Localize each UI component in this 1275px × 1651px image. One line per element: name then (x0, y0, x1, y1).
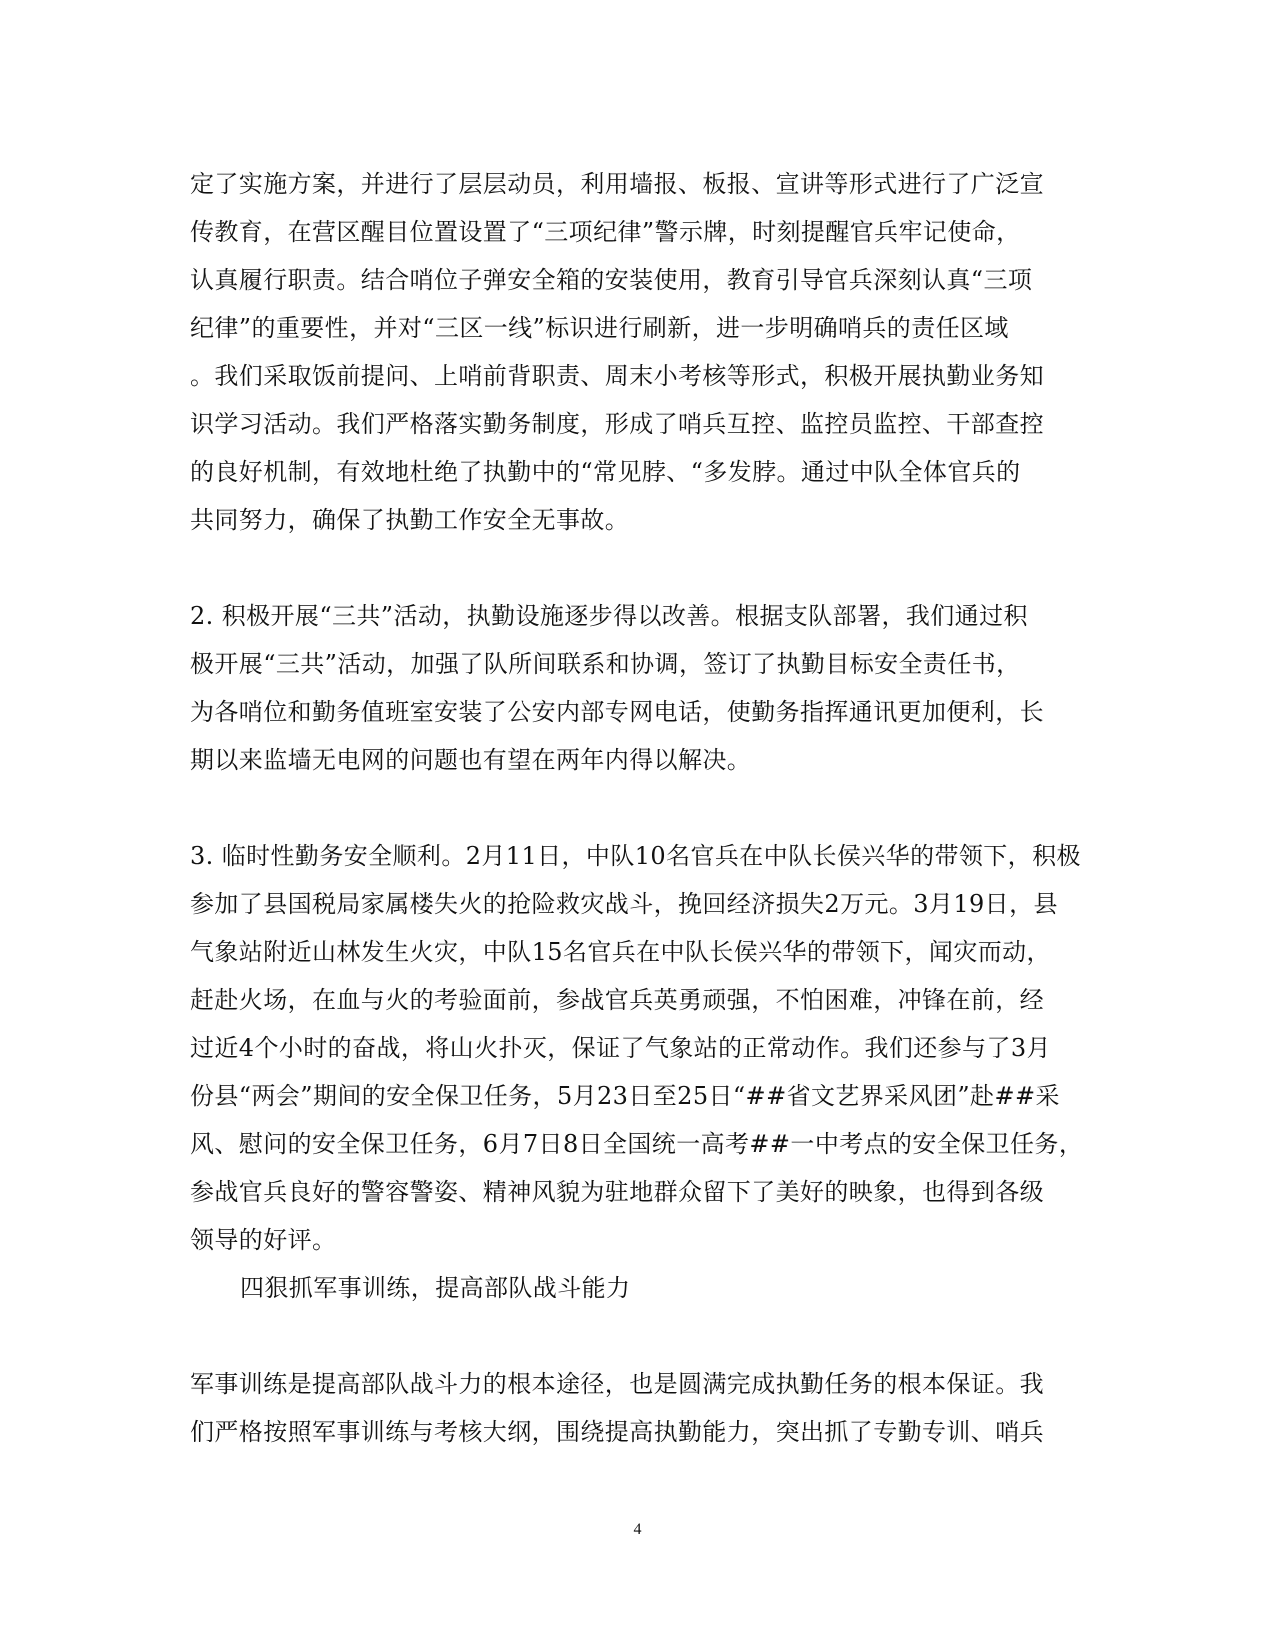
paragraph-gap (190, 544, 1090, 592)
text-line: 2. 积极开展“三共”活动，执勤设施逐步得以改善。根据支队部署，我们通过积 (190, 602, 1028, 630)
text-line: 极开展“三共”活动，加强了队所间联系和协调，签订了执勤目标安全责任书， (190, 650, 1021, 678)
text-line: 的良好机制，有效地杜绝了执勤中的“常见脖、“多发脖。通过中队全体官兵的 (190, 458, 1021, 486)
text-line: 赶赴火场，在血与火的考验面前，参战官兵英勇顽强，不怕困难，冲锋在前，经 (190, 986, 1044, 1014)
text-line: 领导的好评。 (190, 1226, 337, 1254)
text-line: 参加了县国税局家属楼失火的抢险救灾战斗，挽回经济损失2万元。3月19日，县 (190, 890, 1058, 918)
text-line: 份县“两会”期间的安全保卫任务，5月23日至25日“##省文艺界采风团”赴##采 (190, 1082, 1060, 1110)
text-line: 们严格按照军事训练与考核大纲，围绕提高执勤能力，突出抓了专勤专训、哨兵 (190, 1418, 1044, 1446)
document-body (190, 160, 1090, 1456)
text-line: 认真履行职责。结合哨位子弹安全箱的安装使用，教育引导官兵深刻认真“三项 (190, 266, 1033, 294)
text-line: 。我们采取饭前提问、上哨前背职责、周末小考核等形式，积极开展执勤业务知 (190, 362, 1044, 390)
text-line: 为各哨位和勤务值班室安装了公安内部专网电话，使勤务指挥通讯更加便利，长 (190, 698, 1044, 726)
paragraph-gap (190, 784, 1090, 832)
paragraph-gap (190, 1312, 1090, 1360)
text-line: 过近4个小时的奋战，将山火扑灭，保证了气象站的正常动作。我们还参与了3月 (190, 1034, 1051, 1062)
text-line: 气象站附近山林发生火灾，中队15名官兵在中队长侯兴华的带领下，闻灾而动， (190, 938, 1051, 966)
text-line: 3. 临时性勤务安全顺利。2月11日，中队10名官兵在中队长侯兴华的带领下，积极 (190, 842, 1081, 870)
text-line: 期以来监墙无电网的问题也有望在两年内得以解决。 (190, 746, 752, 774)
text-line: 风、慰问的安全保卫任务，6月7日8日全国统一高考##一中考点的安全保卫任务， (190, 1130, 1084, 1158)
text-line: 参战官兵良好的警容警姿、精神风貌为驻地群众留下了美好的映象，也得到各级 (190, 1178, 1044, 1206)
section-heading: 四狠抓军事训练，提高部队战斗能力 (240, 1274, 631, 1302)
text-line: 定了实施方案，并进行了层层动员，利用墙报、板报、宣讲等形式进行了广泛宣 (190, 170, 1044, 198)
text-line: 共同努力，确保了执勤工作安全无事故。 (190, 506, 630, 534)
text-line: 纪律”的重要性，并对“三区一线”标识进行刷新，进一步明确哨兵的责任区域 (190, 314, 1009, 342)
page-number: 4 (633, 1521, 642, 1538)
text-line: 军事训练是提高部队战斗力的根本途径，也是圆满完成执勤任务的根本保证。我 (190, 1370, 1044, 1398)
text-line: 传教育，在营区醒目位置设置了“三项纪律”警示牌，时刻提醒官兵牢记使命， (190, 218, 1021, 246)
text-line: 识学习活动。我们严格落实勤务制度，形成了哨兵互控、监控员监控、干部查控 (190, 410, 1044, 438)
